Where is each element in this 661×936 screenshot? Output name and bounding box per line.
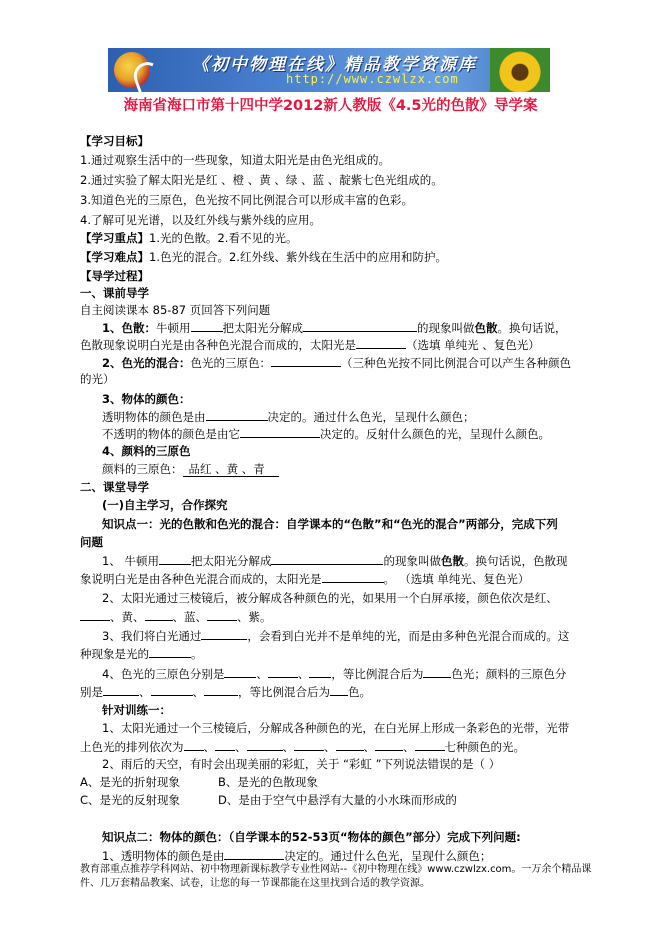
q-color-mix-cont: 的光） <box>80 372 115 386</box>
footer-line-1: 教育部重点推荐学科网站、初中物理新课标教学专业性网站--《初中物理在线》www.czwlzx.com。一万余个精品课 <box>80 864 592 875</box>
q-opaque <box>102 426 550 441</box>
blank[interactable] <box>80 609 110 621</box>
blank[interactable] <box>206 409 268 421</box>
self-study-heading: (一)自主学习，合作探究 <box>102 498 228 512</box>
option-d[interactable]: D、是由于空气中悬浮有大量的小水珠而形成的 <box>218 793 457 807</box>
separator: 、 <box>139 685 151 699</box>
banner-url[interactable]: http://www.czwlzx.com <box>286 72 459 86</box>
header-banner <box>108 48 550 92</box>
blank[interactable] <box>240 426 320 438</box>
goals-heading: 【学习目标】 <box>80 134 149 148</box>
kp1-q4-cont-text-a: 别是 <box>80 685 103 699</box>
q-pigment-text: 颜料的三原色： <box>102 462 183 476</box>
q-color-mix-text-b: （三种色光按不同比例混合可以产生各种颜色 <box>341 356 572 370</box>
blank[interactable] <box>336 739 364 751</box>
difficult-points <box>80 250 447 264</box>
kp1-q4-cont-text-c: 色。 <box>348 685 371 699</box>
q-opaque-text-a: 不透明的物体的颜色是由它 <box>102 427 240 441</box>
q-dispersion-cont-text: 色散现象说明白光是由各种色光混合而成的，太阳光是 <box>80 338 356 352</box>
blank[interactable] <box>423 666 451 678</box>
reading-instruction: 自主阅读课本 85-87 页回答下列问题 <box>80 303 271 317</box>
sunflower-icon <box>490 48 550 92</box>
q-dispersion-choice: （选填 单纯光 、复色光） <box>406 338 540 352</box>
kp1-q1-choice: （选填 单纯光、复色光） <box>405 572 530 586</box>
option-b[interactable]: B、是光的色散现象 <box>218 775 318 789</box>
practice-q1: 1、太阳光通过一个三棱镜后，分解成各种颜色的光，在白光屏上形成一条彩色的光带，光带 <box>102 721 570 735</box>
kp1-q1-cont <box>80 571 529 586</box>
blank[interactable] <box>294 739 324 751</box>
q-color-mix-label: 2、色光的混合： <box>102 356 191 370</box>
blank[interactable] <box>356 337 406 349</box>
blank[interactable] <box>159 553 191 565</box>
blank[interactable] <box>303 320 417 332</box>
kp1-q1-term: 色散 <box>440 554 464 568</box>
blank[interactable] <box>322 571 384 583</box>
blank[interactable] <box>247 739 283 751</box>
q-transparent-text-b: 决定的。通过什么色光，呈现什么颜色； <box>267 410 475 424</box>
blank[interactable] <box>184 739 204 751</box>
practice-q1-cont <box>80 739 525 754</box>
blank[interactable] <box>224 848 284 860</box>
goal-1: 1.通过观察生活中的一些现象，知道太阳光是由色光组成的。 <box>80 153 390 167</box>
q-dispersion-text-b: 把太阳光分解成 <box>222 321 304 335</box>
separator: 、 <box>235 740 247 754</box>
q-opaque-text-b: 决定的。反射什么颜色的光，呈现什么颜色。 <box>320 427 550 441</box>
kp1-q3-text-a: 3、我们将白光通过 <box>102 629 202 643</box>
q-dispersion <box>102 320 567 335</box>
goal-3: 3.知道色光的三原色，色光按不同比例混合可以形成丰富的色彩。 <box>80 193 413 207</box>
option-c[interactable]: C、是光的反射现象 <box>80 793 181 807</box>
practice-q2: 2、雨后的天空，有时会出现美丽的彩虹，关于 “彩虹 ”下列说法错误的是（ ） <box>102 757 501 771</box>
banner-title: 《初中物理在线》精品教学资源库 <box>192 55 477 75</box>
blank[interactable] <box>309 666 331 678</box>
kp1-heading: 知识点一：光的色散和色光的混合：自学课本的“色散”和“色光的混合”两部分，完成下列 <box>102 517 558 531</box>
blank[interactable] <box>151 684 193 696</box>
goal-4: 4.了解可见光谱，以及红外线与紫外线的应用。 <box>80 213 321 227</box>
key-points <box>80 231 297 245</box>
kp1-q1 <box>102 553 567 568</box>
kp1-q2-cont <box>80 609 272 624</box>
in-class-heading: 二、课堂导学 <box>80 480 149 494</box>
kp1-q1-text-d: 。换句话说，色散现 <box>463 554 568 568</box>
page-title: 海南省海口市第十四中学2012新人教版《4.5光的色散》导学案 <box>123 98 538 114</box>
practice-q1-cont-text: 上色光的排列依次为 <box>80 740 184 754</box>
difficult-points-label: 【学习难点】 <box>80 250 149 264</box>
difficult-points-text: 1.色光的混合。2.红外线、紫外线在生活中的应用和防护。 <box>149 250 447 264</box>
kp1-q4-cont <box>80 684 371 699</box>
q-object-color-label: 3、物体的颜色： <box>102 392 191 406</box>
kp1-q1-text-a: 1、 牛顿用 <box>102 554 159 568</box>
kp1-q4-cont-text-b: ，等比例混合后为 <box>238 685 330 699</box>
kp1-q2-text-c: 、紫。 <box>237 610 272 624</box>
blank[interactable] <box>145 609 173 621</box>
kp1-q3-period: 。 <box>191 647 203 661</box>
blank[interactable] <box>415 739 445 751</box>
q-dispersion-text-a: 牛顿用 <box>156 321 191 335</box>
kp1-q3 <box>102 628 569 643</box>
kp1-q3-cont <box>80 646 203 661</box>
kp1-q1-text-b: 把太阳光分解成 <box>190 554 272 568</box>
blank[interactable] <box>224 666 256 678</box>
separator: 、 <box>192 685 204 699</box>
kp1-q4 <box>102 666 566 681</box>
q-transparent-text-a: 透明物体的颜色是由 <box>102 410 206 424</box>
q-dispersion-cont <box>80 337 540 352</box>
blank[interactable] <box>149 646 191 658</box>
blank[interactable] <box>204 684 238 696</box>
kp1-q2-text-a: 、黄、 <box>110 610 145 624</box>
q-color-mix <box>102 355 571 370</box>
q-pigment-label: 4、颜料的三原色 <box>102 444 191 458</box>
key-points-label: 【学习重点】 <box>80 231 149 245</box>
separator: 、 <box>203 740 215 754</box>
blank[interactable] <box>271 553 383 565</box>
footer-line-2: 件、几万套精品教案、试卷，让您的每一节课都能在这里找到合适的教学资源。 <box>80 878 430 889</box>
q-dispersion-label: 1、色散： <box>102 321 157 335</box>
q-pigment-answer: 品红 、黄 、青 <box>183 462 279 477</box>
kp2-q1 <box>102 848 491 863</box>
blank[interactable] <box>207 609 237 621</box>
kp2-heading: 知识点二：物体的颜色：（自学课本的52-53页“物体的颜色”部分）完成下列问题: <box>102 830 521 844</box>
separator: 、 <box>324 740 336 754</box>
blank[interactable] <box>268 666 298 678</box>
blank[interactable] <box>330 684 348 696</box>
q-pigment <box>102 462 279 476</box>
q-color-mix-text-a: 色光的三原色： <box>190 356 272 370</box>
separator: 、 <box>282 740 294 754</box>
blank[interactable] <box>215 739 235 751</box>
logo-icon <box>114 52 150 88</box>
separator: 、 <box>256 667 268 681</box>
kp1-q4-text-c: 色光；颜料的三原色分 <box>451 667 567 681</box>
q-transparent <box>102 409 475 424</box>
blank[interactable] <box>191 320 223 332</box>
kp1-heading-cont: 问题 <box>80 535 103 549</box>
q-dispersion-term: 色散 <box>474 321 498 335</box>
key-points-text: 1.光的色散。2.看不见的光。 <box>149 231 298 245</box>
kp1-q4-text-b: ，等比例混合后为 <box>331 667 424 681</box>
kp1-q1-period: 。 <box>383 572 395 586</box>
blank[interactable] <box>271 355 341 367</box>
blank[interactable] <box>375 739 403 751</box>
kp1-q3-text-b: ，会看到白光并不是单纯的光，而是由多种色光混合而成的。这 <box>247 629 570 643</box>
separator: 、 <box>297 667 310 681</box>
kp1-q1-cont-text: 象说明白光是由各种色光混合而成的，太阳光是 <box>80 572 322 586</box>
blank[interactable] <box>103 684 139 696</box>
q-dispersion-text-c: 的现象叫做 <box>417 321 475 335</box>
pre-class-heading: 一、课前导学 <box>80 286 149 300</box>
practice-q1-end: 七种颜色的光。 <box>444 740 525 754</box>
process-heading: 【导学过程】 <box>80 269 149 283</box>
practice-1-heading: 针对训练一： <box>102 703 171 717</box>
kp1-q3-cont-text: 种现象是光的 <box>80 647 149 661</box>
option-a[interactable]: A、是光的折射现象 <box>80 775 180 789</box>
kp2-q1-text-b: 决定的。通过什么色光，呈现什么颜色； <box>284 849 492 863</box>
goal-2: 2.通过实验了解太阳光是红 、橙 、黄 、绿 、蓝 、靛紫七色光组成的。 <box>80 173 443 187</box>
q-dispersion-text-d: 。换句话说， <box>497 321 567 335</box>
kp1-q4-text-a: 4、色光的三原色分别是 <box>102 667 225 681</box>
kp1-q2-text-b: 、蓝、 <box>172 610 207 624</box>
blank[interactable] <box>201 628 247 640</box>
kp1-q1-text-c: 的现象叫做 <box>383 554 441 568</box>
kp1-q2: 2、太阳光通过三棱镜后，被分解成各种颜色的光，如果用一个白屏承接，颜色依次是红、 <box>102 591 558 605</box>
separator: 、 <box>403 740 415 754</box>
kp2-q1-text-a: 1、透明物体的颜色是由 <box>102 849 225 863</box>
separator: 、 <box>363 740 375 754</box>
